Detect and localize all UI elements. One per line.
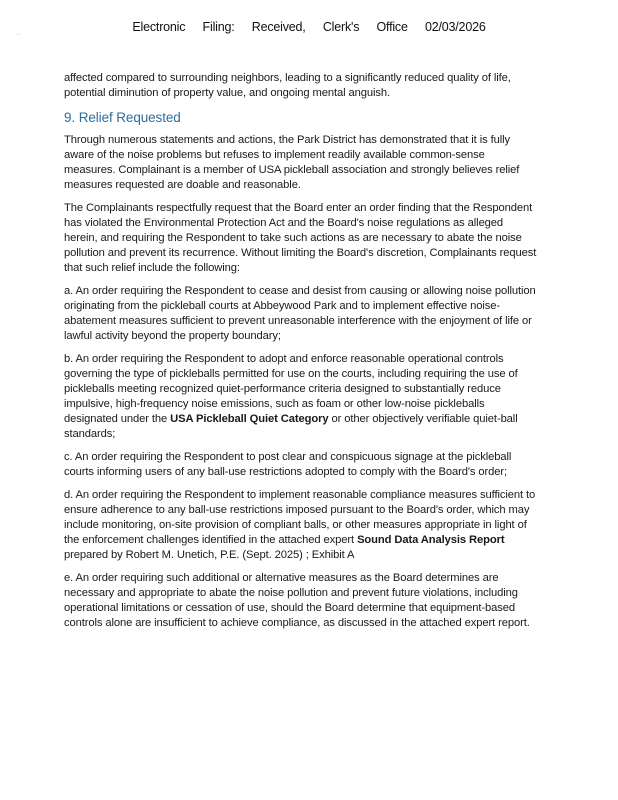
relief-item-d-tail: prepared by Robert M. Unetich, P.E. (Sept. 2025) ; Exhibit A (64, 549, 355, 561)
intro-paragraph: Through numerous statements and actions, the Park District has demonstrated that it is fully aware of the noise problems but refuses to implement readily available common-sense measures. Complainant is a member of USA pickleball association and strongly believes relief measures requested are doable and reasonable. (64, 134, 520, 191)
relief-item-c: c. An order requiring the Respondent to post clear and conspicuous signage at the pickleball courts informing users of any ball-use restrictions adopted to comply with the Board's order; (64, 451, 512, 478)
relief-item-a: a. An order requiring the Respondent to cease and desist from causing or allowing noise pollution originating from the pickleball courts at Abbeywood Park and to implement effective noise-abatement measures sufficient to prevent unreasonable interference with the enjoyment of life or lawful activity beyond the property boundary; (64, 285, 536, 342)
relief-item-b-tail: or other objectively verifiable quiet-ball standards; (64, 413, 518, 440)
relief-item-b (64, 352, 539, 442)
section-heading: 9. Relief Requested (64, 110, 181, 125)
report-title-emphasis: Sound Data Analysis Report (357, 534, 505, 546)
document-body (64, 71, 539, 639)
request-paragraph: The Complainants respectfully request that the Board enter an order finding that the Respondent has violated the Environmental Protection Act and the Board's noise regulations as alleged herein, and requiring the Respondent to take such actions as are necessary to abate the noise pollution and prevent its recurrence. Without limiting the Board's discretion, Complainants request that such relief include the following: (64, 202, 537, 274)
relief-item-e: e. An order requiring such additional or alternative measures as the Board determines are necessary and appropriate to abate the noise pollution and prevent future violations, including operational limitations or cessation of use, should the Board determine that equipment-based controls alone are insufficient to achieve compliance, as discussed in the attached expert report. (64, 572, 530, 629)
carryover-paragraph: affected compared to surrounding neighbors, leading to a significantly reduced quality of life, potential diminution of property value, and ongoing mental anguish. (64, 72, 511, 99)
relief-item-d (64, 488, 539, 563)
filing-stamp-header: Electronic Filing: Received, Clerk's Office 02/03/2026 (132, 20, 486, 34)
relief-item-b-text: b. An order requiring the Respondent to adopt and enforce reasonable operational controls governing the type of pickleballs permitted for use on the courts, including requiring the use of pickleballs meeting recognized quiet-performance criteria designed to substantially reduce impulsive, high-frequency noise emissions, such as foam or other low-noise pickleballs designated under the (64, 353, 518, 425)
quiet-category-emphasis: USA Pickleball Quiet Category (170, 413, 329, 425)
relief-item-d-text: d. An order requiring the Respondent to implement reasonable compliance measures sufficient to ensure adherence to any ball-use restrictions imposed pursuant to the Board's order, which may include monitoring, on-site provision of compliant balls, or other measures appropriate in light of the enforcement challenges identified in the attached expert (64, 489, 536, 546)
page-mark: ·· (17, 32, 21, 38)
